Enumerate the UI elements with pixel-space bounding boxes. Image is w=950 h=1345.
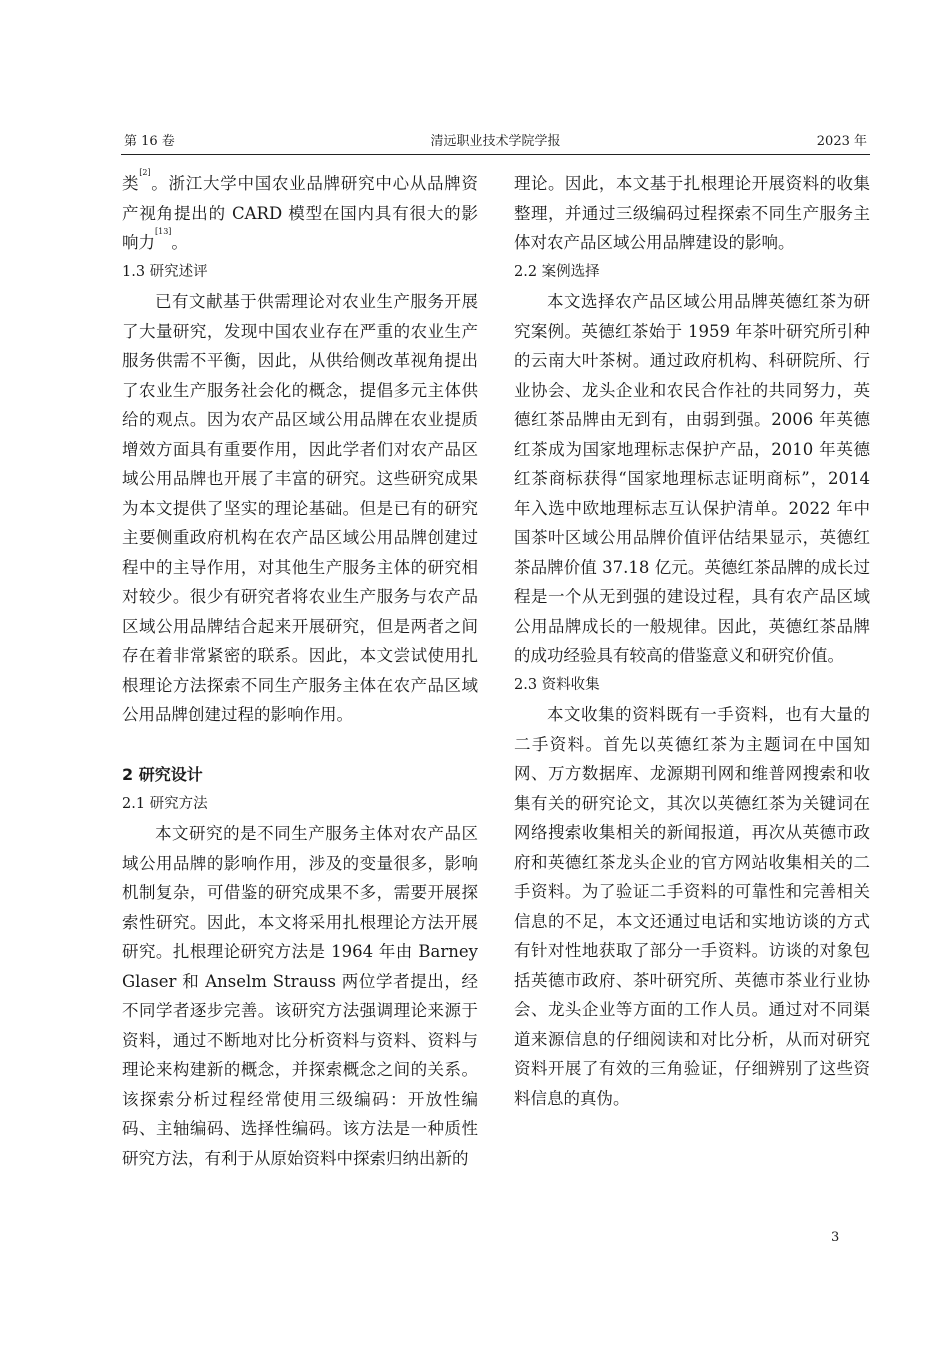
citation-ref: [2] — [139, 168, 151, 177]
header-rule — [121, 154, 870, 155]
paragraph-data-collection: 本文收集的资料既有一手资料，也有大量的二手资料。首先以英德红茶为主题词在中国知网、万方数据库、龙源期刊网和维普网搜索和收集有关的研究论文，其次以英德红茶为关键词在网络搜索收集相关的新闻报道，再次从英德市政府和英德红茶龙头企业的官方网站收集相关的二手资料。为了验证二手资料的可靠性和完善相关信息的不足，本文还通过电话和实地访谈的方式有针对性地获取了部分一手资料。访谈的对象包括英德市政府、茶叶研究所、英德市茶业行业协会、龙头企业等方面的工作人员。通过对不同渠道来源信息的仔细阅读和对比分析，从而对研究资料开展了有效的三角验证，仔细辨别了这些资料信息的真伪。 — [514, 705, 870, 1108]
section-heading-2: 2 研究设计 — [122, 764, 203, 784]
running-header — [121, 130, 870, 152]
section-heading-1-3: 1.3 研究述评 — [122, 263, 208, 280]
paragraph-case-selection: 本文选择农产品区域公用品牌英德红茶为研究案例。英德红茶始于 1959 年茶叶研究所引种的云南大叶茶树。通过政府机构、科研院所、行业协会、龙头企业和农民合作社的共同努力，英德红茶品牌由无到有，由弱到强。2006 年英德红茶成为国家地理标志保护产品，2010 年英德红茶商标获得“国家地理标志证明商标”，2014 年入选中欧地理标志互认保护清单。2022 年中国茶叶区域公用品牌价值评估结果显示，英德红茶品牌价值 37.18 亿元。英德红茶品牌的成长过程是一个从无到强的建设过程，具有农产品区域公用品牌成长的一般规律。因此，英德红茶品牌的成功经验具有较高的借鉴意义和研究价值。 — [514, 292, 870, 665]
header-volume: 第 16 卷 — [124, 134, 175, 149]
right-column — [514, 169, 870, 1113]
section-heading-2-1: 2.1 研究方法 — [122, 795, 208, 812]
header-journal-title: 清远职业技术学院学报 — [430, 134, 561, 149]
paragraph-research-review: 已有文献基于供需理论对农业生产服务开展了大量研究，发现中国农业存在严重的农业生产服务供需不平衡，因此，从供给侧改革视角提出了农业生产服务社会化的概念，提倡多元主体供给的观点。因为农产品区域公用品牌在农业提质增效方面具有重要作用，因此学者们对农产品区域公用品牌也开展了丰富的研究。这些研究成果为本文提供了坚实的理论基础。但是已有的研究主要侧重政府机构在农产品区域公用品牌创建过程中的主导作用，对其他生产服务主体的研究相对较少。很少有研究者将农业生产服务与农产品区域公用品牌结合起来开展研究，但是两者之间存在着非常紧密的联系。因此，本文尝试使用扎根理论方法探索不同生产服务主体在农产品区域公用品牌创建过程的影响作用。 — [122, 292, 478, 724]
page-number: 3 — [831, 1230, 840, 1245]
section-gap — [122, 730, 478, 760]
paragraph-continuation: 理论。因此，本文基于扎根理论开展资料的收集整理，并通过三级编码过程探索不同生产服务主体对农产品区域公用品牌建设的影响。 — [514, 174, 870, 252]
paragraph-continuation — [122, 169, 478, 258]
header-year: 2023 年 — [816, 134, 867, 149]
text-run: 类 — [122, 174, 140, 193]
text-run: 。浙江大学中国农业品牌研究中心从品牌资产视角提出的 CARD 模型在国内具有很大的影响力 — [122, 174, 479, 252]
section-heading-2-2: 2.2 案例选择 — [514, 263, 600, 280]
paragraph-research-method: 本文研究的是不同生产服务主体对农产品区域公用品牌的影响作用，涉及的变量很多，影响机制复杂，可借鉴的研究成果不多，需要开展探索性研究。因此，本文将采用扎根理论方法开展研究。扎根理论研究方法是 1964 年由 Barney Glaser 和 Anselm Strauss 两位学者提出，经不同学者逐步完善。该研究方法强调理论来源于资料，通过不断地对比分析资料与资料、资料与理论来构建新的概念，并探索概念之间的关系。该探索分析过程经常使用三级编码：开放性编码、主轴编码、选择性编码。该方法是一种质性研究方法，有利于从原始资料中探索归纳出新的 — [122, 824, 478, 1168]
citation-ref: [13] — [155, 227, 172, 236]
text-run: 。 — [171, 233, 188, 252]
left-column — [122, 169, 478, 1173]
section-heading-2-3: 2.3 资料收集 — [514, 676, 600, 693]
